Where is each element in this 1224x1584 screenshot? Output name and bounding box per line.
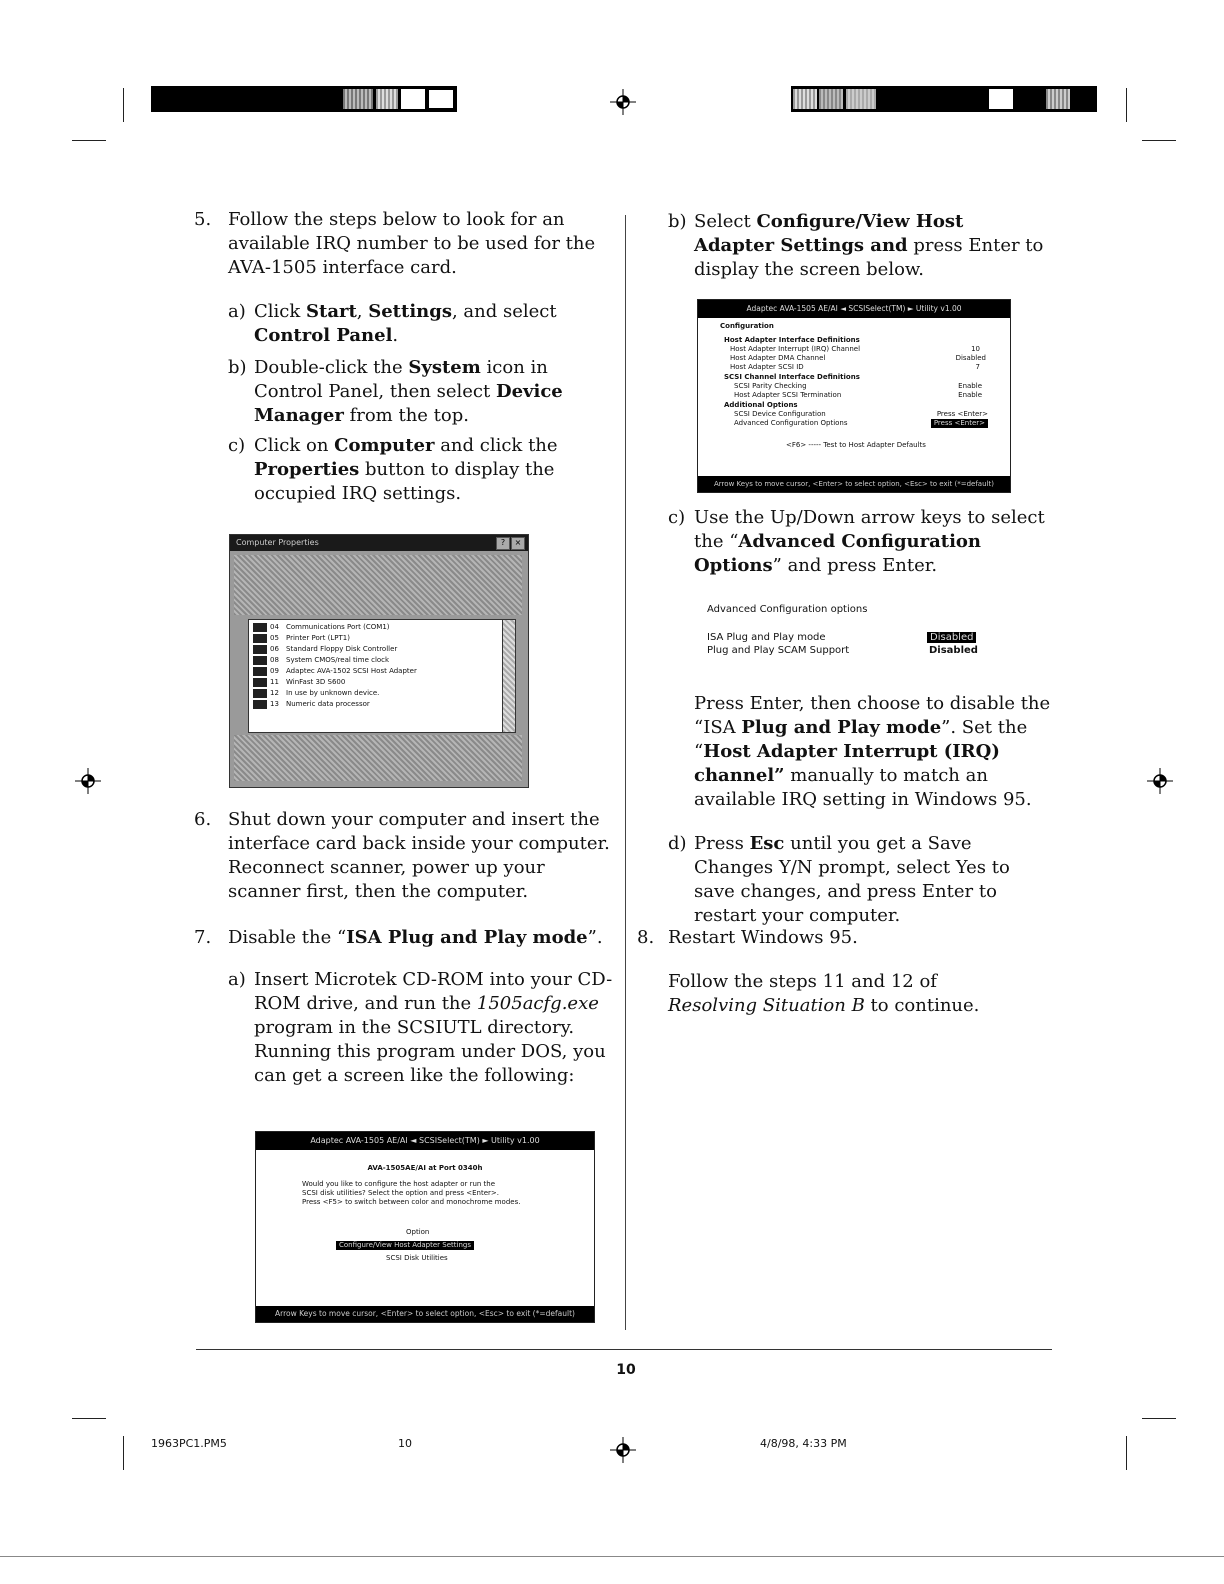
device-icon xyxy=(253,623,267,632)
setting-label: Host Adapter DMA Channel xyxy=(730,354,826,362)
setting-value-selected[interactable]: Press <Enter> xyxy=(931,419,988,428)
registration-mark-icon xyxy=(610,89,636,115)
list-item[interactable]: 12 In use by unknown device. xyxy=(253,688,379,699)
device-icon xyxy=(253,645,267,654)
color-bar-left xyxy=(151,86,457,112)
step-5b xyxy=(228,356,614,431)
step-number: 6. xyxy=(194,809,212,830)
setting-label: Advanced Configuration Options xyxy=(734,419,848,427)
step-letter: c) xyxy=(228,435,246,456)
defaults-hint: <F6> ----- Test to Host Adapter Defaults xyxy=(786,441,926,449)
crop-mark xyxy=(1126,1436,1127,1470)
device-icon xyxy=(253,656,267,665)
crop-mark xyxy=(123,88,124,122)
screen-status: Arrow Keys to move cursor, <Enter> to select option, <Esc> to exit (*=default) xyxy=(698,476,1010,492)
list-item[interactable]: 04 Communications Port (COM1) xyxy=(253,622,390,633)
section-title: Additional Options xyxy=(724,401,798,409)
step-text: Restart Windows 95. xyxy=(668,927,858,948)
advanced-options-screen xyxy=(705,604,1005,668)
step-text: Insert Microtek CD-ROM into your CD-ROM drive, and run the 1505acfg.exe program in the SCSIUTL directory. Running this program under DOS, you can get a screen like the following: xyxy=(254,969,613,1086)
step-letter: a) xyxy=(228,969,246,990)
step-number: 8. xyxy=(637,927,655,948)
setting-label: Host Adapter SCSI ID xyxy=(730,363,804,371)
setting-label: ISA Plug and Play mode xyxy=(707,632,826,643)
step-text: Double-click the System icon in Control Panel, then select Device Manager from the top. xyxy=(254,357,563,426)
computer-properties-dialog xyxy=(229,534,529,788)
irq-list[interactable] xyxy=(248,619,516,733)
crop-mark xyxy=(72,1418,106,1419)
list-item[interactable]: 13 Numeric data processor xyxy=(253,699,370,710)
dialog-title: Computer Properties xyxy=(230,535,528,551)
screen-title: Adaptec AVA-1505 AE/AI ◄ SCSISelect(TM) ► Utility v1.00 xyxy=(698,300,1010,318)
step-text: Follow the steps below to look for an available IRQ number to be used for the AVA-1505 interface card. xyxy=(228,209,596,278)
setting-value[interactable]: Enable xyxy=(958,382,982,390)
disk-utilities-option[interactable]: SCSI Disk Utilities xyxy=(386,1254,448,1262)
press-enter-paragraph: Press Enter, then choose to disable the “ISA Plug and Play mode”. Set the “Host Adapter Interrupt (IRQ) channel” manually to match an available IRQ setting in Windows 95. xyxy=(694,693,1051,810)
list-item[interactable]: 08 System CMOS/real time clock xyxy=(253,655,389,666)
scrollbar[interactable] xyxy=(502,620,515,732)
option-label: Option xyxy=(406,1228,430,1236)
column-divider xyxy=(625,215,626,1330)
setting-label: SCSI Device Configuration xyxy=(734,410,826,418)
step-text: Click Start, Settings, and select Control Panel. xyxy=(254,301,557,346)
device-icon xyxy=(253,678,267,687)
crop-mark xyxy=(1142,1418,1176,1419)
list-item[interactable]: 09 Adaptec AVA-1502 SCSI Host Adapter xyxy=(253,666,417,677)
section-title: Host Adapter Interface Definitions xyxy=(724,336,860,344)
setting-label: Host Adapter SCSI Termination xyxy=(734,391,842,399)
footer-file: 1963PC1.PM5 xyxy=(151,1437,227,1450)
step-text: Shut down your computer and insert the interface card back inside your computer. Reconnect scanner, power up your scanner first, then the computer. xyxy=(228,809,610,902)
list-item[interactable]: 11 WinFast 3D S600 xyxy=(253,677,345,688)
step-5 xyxy=(194,208,614,288)
list-item[interactable]: 05 Printer Port (LPT1) xyxy=(253,633,350,644)
bottom-edge-rule xyxy=(0,1556,1224,1557)
setting-value[interactable]: Disabled xyxy=(955,354,986,362)
color-bar-right xyxy=(791,86,1097,112)
registration-mark-icon xyxy=(75,768,101,794)
scam-value[interactable]: Disabled xyxy=(929,645,978,656)
step-text: Use the Up/Down arrow keys to select the “Advanced Configuration Options” and press Enter. xyxy=(694,507,1045,576)
crop-mark xyxy=(1142,140,1176,141)
follow-paragraph: Follow the steps 11 and 12 of Resolving Situation B to continue. xyxy=(668,971,980,1016)
setting-label: Host Adapter Interrupt (IRQ) Channel xyxy=(730,345,861,353)
scsiselect-config-screen xyxy=(697,299,1011,493)
footer-date: 4/8/98, 4:33 PM xyxy=(760,1437,847,1450)
advanced-title: Advanced Configuration options xyxy=(707,604,868,615)
list-item[interactable]: 06 Standard Floppy Disk Controller xyxy=(253,644,397,655)
step-text: Click on Computer and click the Properties button to display the occupied IRQ settings. xyxy=(254,435,558,504)
prompt-line: SCSI disk utilities? Select the option and press <Enter>. xyxy=(302,1189,500,1197)
device-icon xyxy=(253,700,267,709)
step-letter: b) xyxy=(228,357,247,378)
registration-mark-icon xyxy=(610,1437,636,1463)
configure-option[interactable]: Configure/View Host Adapter Settings xyxy=(336,1241,474,1250)
screen-title: Adaptec AVA-1505 AE/AI ◄ SCSISelect(TM) ► Utility v1.00 xyxy=(256,1132,594,1150)
step-letter: d) xyxy=(668,833,687,854)
step-number: 7. xyxy=(194,927,212,948)
isa-pnp-value[interactable]: Disabled xyxy=(927,632,976,643)
step-d xyxy=(668,832,1048,926)
step-8 xyxy=(637,926,1047,954)
step-text: Select Configure/View Host Adapter Settings and press Enter to display the screen below. xyxy=(694,211,1044,280)
crop-mark xyxy=(72,140,106,141)
footer-rule xyxy=(196,1349,1052,1350)
setting-value[interactable]: 10 xyxy=(971,345,980,353)
screen-status: Arrow Keys to move cursor, <Enter> to select option, <Esc> to exit (*=default) xyxy=(256,1306,594,1322)
footer-page: 10 xyxy=(398,1437,412,1450)
crop-mark xyxy=(1126,88,1127,122)
step-text: Press Esc until you get a Save Changes Y/N prompt, select Yes to save changes, and press Enter to restart your computer. xyxy=(694,833,1010,926)
step-5c xyxy=(228,434,614,509)
help-button[interactable]: ? xyxy=(496,537,510,550)
setting-label: Plug and Play SCAM Support xyxy=(707,645,850,656)
prompt-line: Would you like to configure the host adapter or run the xyxy=(302,1180,496,1188)
step-letter: b) xyxy=(668,211,687,232)
setting-value[interactable]: 7 xyxy=(975,363,980,371)
device-icon xyxy=(253,634,267,643)
setting-value[interactable]: Press <Enter> xyxy=(936,410,988,418)
setting-value[interactable]: Enable xyxy=(958,391,982,399)
step-6 xyxy=(194,808,614,908)
section-title: Configuration xyxy=(720,322,774,330)
step-7 xyxy=(194,926,614,954)
crop-mark xyxy=(123,1436,124,1470)
step-letter: a) xyxy=(228,301,246,322)
scsiselect-main-screen xyxy=(255,1131,595,1323)
adapter-heading: AVA-1505AE/AI at Port 0340h xyxy=(367,1164,483,1172)
registration-mark-icon xyxy=(1147,768,1173,794)
setting-label: SCSI Parity Checking xyxy=(734,382,807,390)
section-title: SCSI Channel Interface Definitions xyxy=(724,373,860,381)
step-b xyxy=(668,210,1048,285)
prompt-line: Press <F5> to switch between color and monochrome modes. xyxy=(302,1198,521,1206)
device-icon xyxy=(253,689,267,698)
step-text: Disable the “ISA Plug and Play mode”. xyxy=(228,927,603,948)
page-number: 10 xyxy=(616,1362,636,1378)
step-5a xyxy=(228,300,614,350)
step-letter: c) xyxy=(668,507,686,528)
step-c xyxy=(668,506,1048,581)
close-button[interactable]: × xyxy=(511,537,525,550)
device-icon xyxy=(253,667,267,676)
step-7a xyxy=(228,968,614,1093)
step-number: 5. xyxy=(194,209,212,230)
